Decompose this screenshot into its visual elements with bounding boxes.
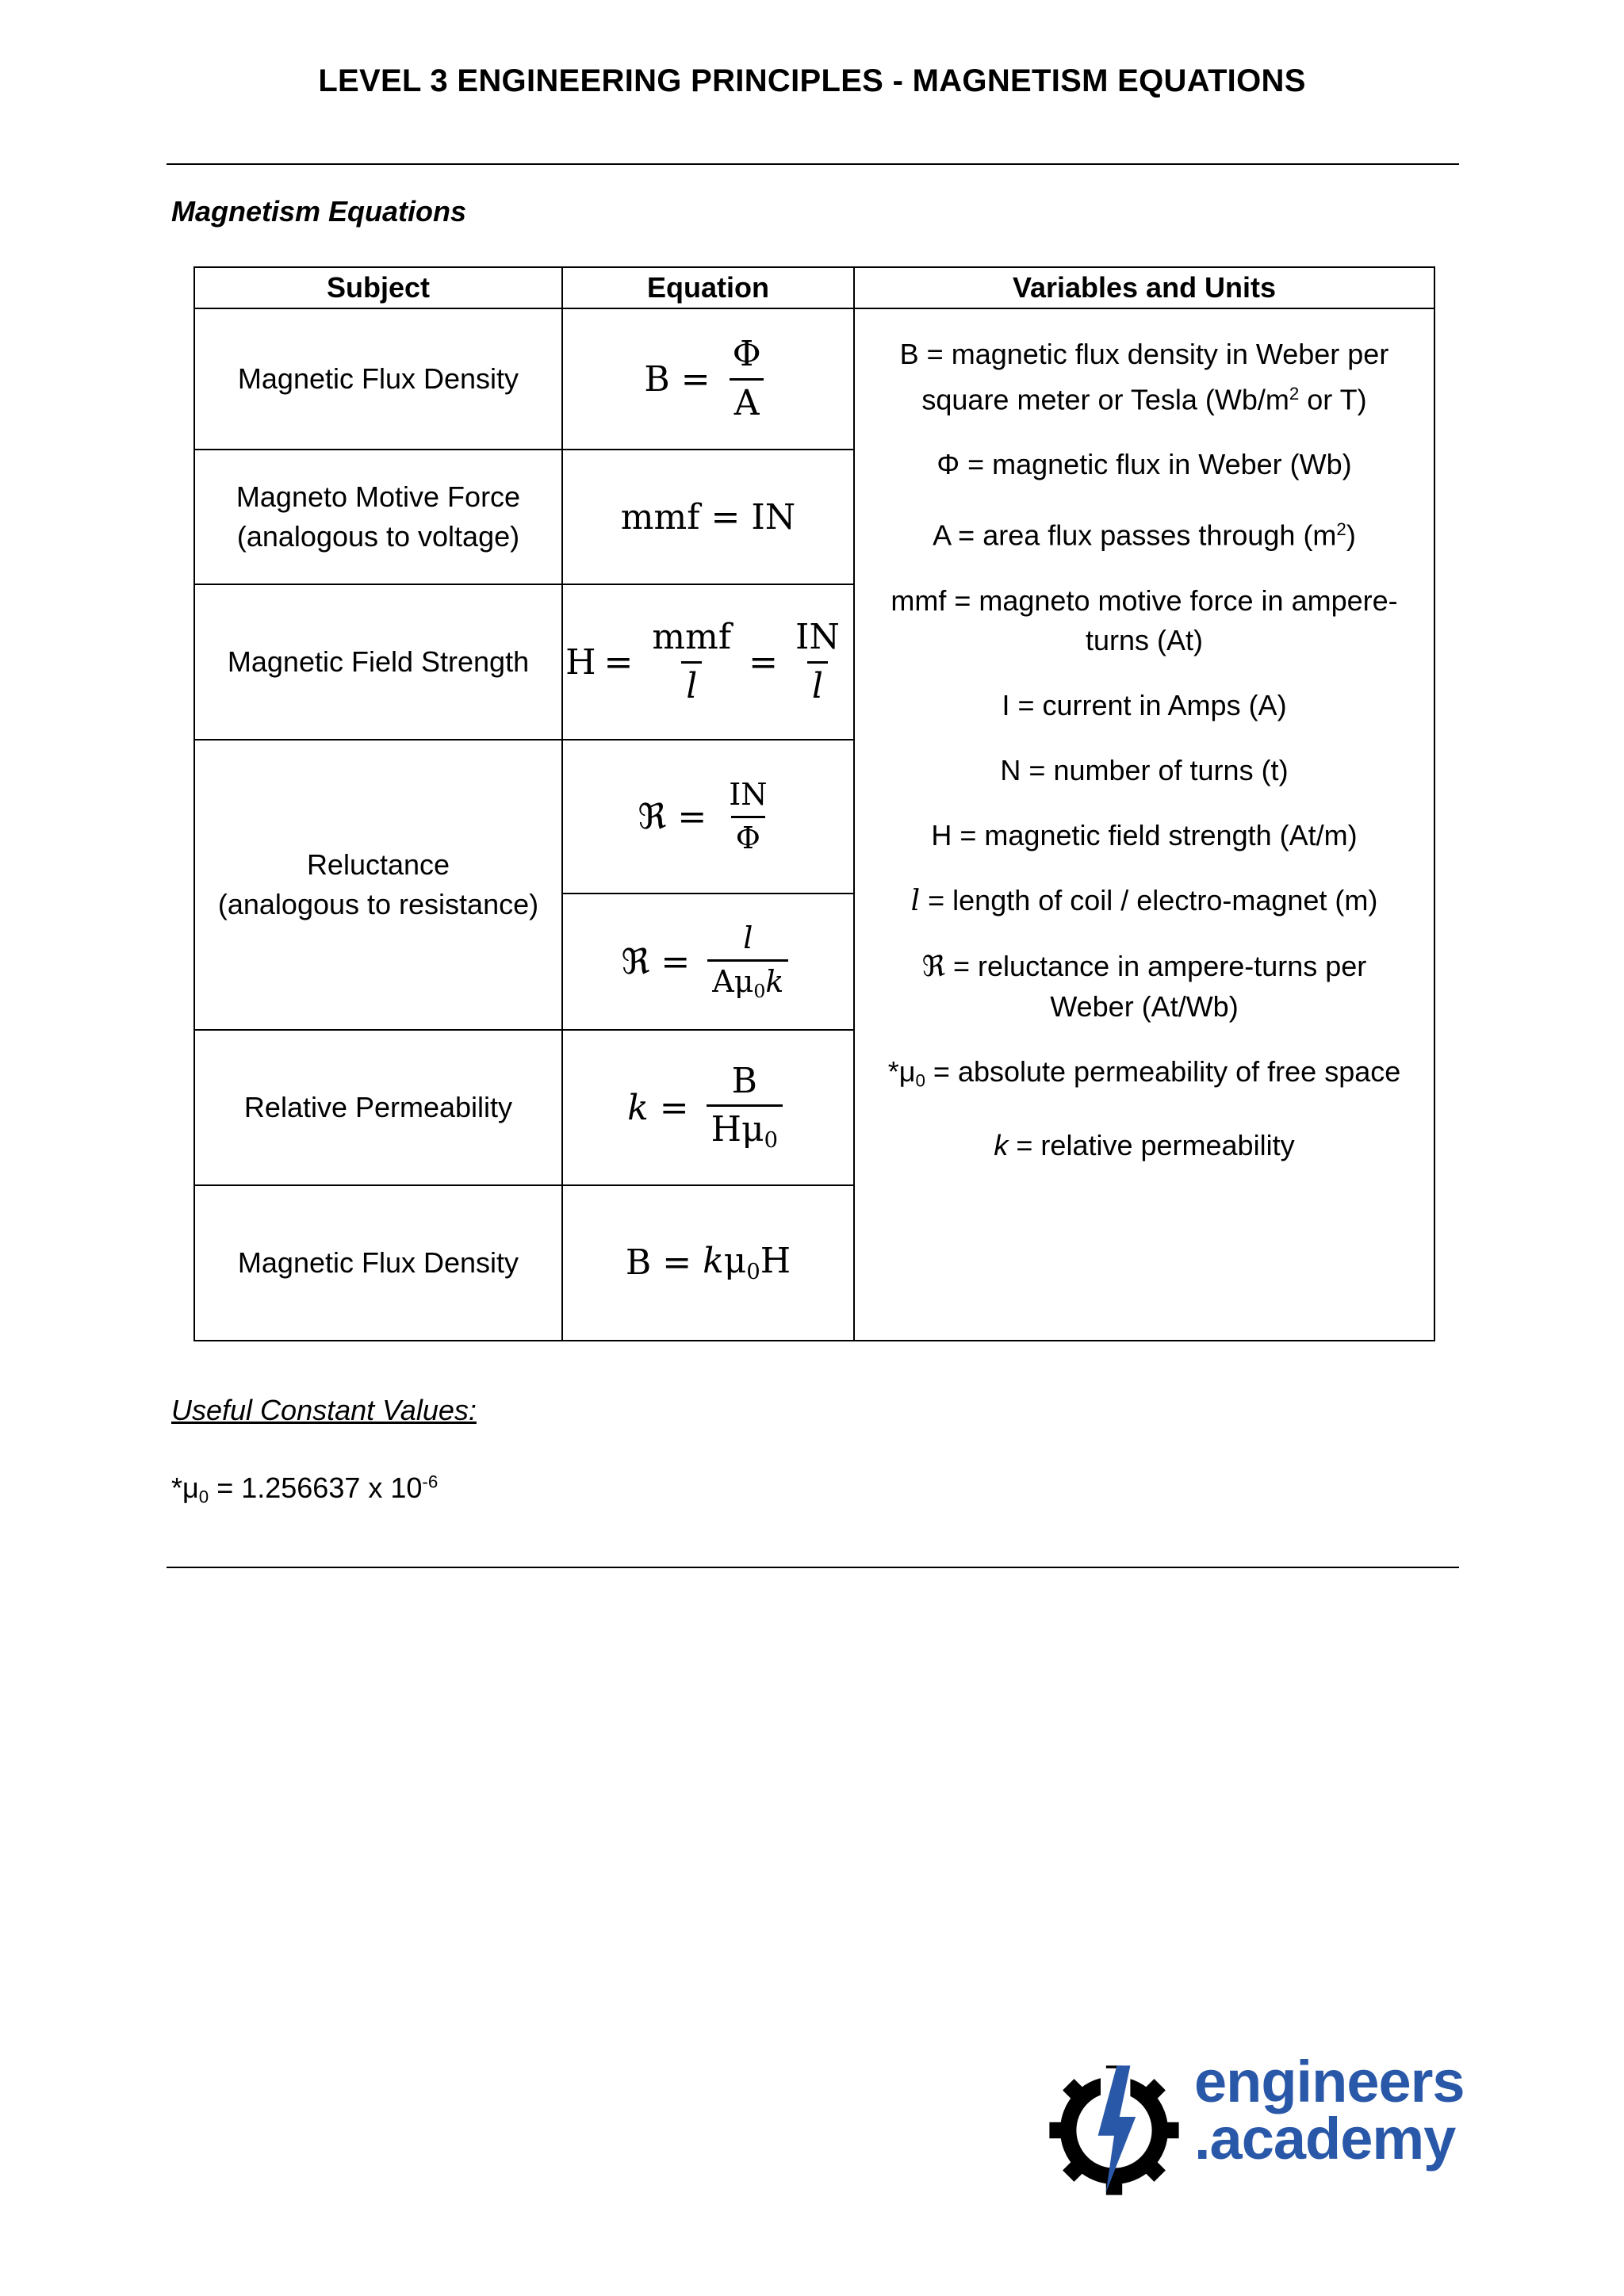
equations-table [193, 266, 1435, 1341]
equation-cell [562, 584, 854, 740]
subject-cell: Reluctance (analogous to resistance) [194, 740, 562, 1030]
subject-cell: Relative Permeability [194, 1030, 562, 1185]
gear-lightning-icon [1047, 2063, 1182, 2198]
table-header-row [194, 267, 1434, 308]
var-b: B = magnetic flux density in Weber per square meter or Tesla ($Wb/m^2$ or T) [899, 338, 1389, 416]
equation-cell [562, 1185, 854, 1341]
equation-reluctance-flux: ℜ = $\frac{IN}{\Phi}$ [638, 776, 768, 855]
var-k: k = relative permeability [994, 1129, 1295, 1162]
var-reluctance: ℜ = reluctance in ampere-turns per Weber (At/Wb) [921, 949, 1367, 1023]
equation-flux-density: B = $\frac{\Phi}{A}$ [644, 336, 772, 421]
logo-text: engineers .academy [1194, 2049, 1465, 2172]
var-h: H = magnetic field strength (At/m) [931, 818, 1358, 851]
equation-cell [562, 450, 854, 584]
subject-cell: Magnetic Flux Density [194, 1185, 562, 1341]
equation-cell [562, 740, 854, 894]
equation-cell [562, 1030, 854, 1185]
top-divider [167, 163, 1459, 165]
equation-flux-density-permeability: B = $k\mu_0H$ [625, 1241, 791, 1285]
equation-mmf: mmf = IN [620, 496, 796, 538]
var-phi: Φ = magnetic flux in Weber (Wb) [936, 448, 1352, 481]
equation-reluctance-length: ℜ = $\frac{l}{A\mu_0k}$ [622, 923, 795, 1001]
subject-cell: Magnetic Field Strength [194, 584, 562, 740]
engineers-academy-logo [1047, 2049, 1465, 2204]
bottom-divider [167, 1567, 1459, 1568]
var-i: I = current in Amps (A) [1002, 688, 1287, 721]
header-variables: Variables and Units [854, 267, 1434, 308]
header-equation: Equation [562, 267, 854, 308]
equation-relative-permeability: k = $\frac{B}{H\mu_0}$ [627, 1063, 789, 1153]
constant-mu0: $*\mu_0 = 1.256637$ x $10^{-6}$ [171, 1471, 439, 1507]
header-subject: Subject [194, 267, 562, 308]
var-n: N = number of turns (t) [1000, 753, 1289, 786]
var-a: A = area flux passes through $(m^2)$ [933, 519, 1356, 552]
variables-cell [854, 308, 1434, 1341]
equation-cell [562, 308, 854, 450]
equation-cell [562, 894, 854, 1030]
page-title: LEVEL 3 ENGINEERING PRINCIPLES - MAGNETISM EQUATIONS [318, 63, 1306, 98]
var-l: l = length of coil / electro-magnet (m) [910, 883, 1378, 917]
constants-title: Useful Constant Values: [171, 1394, 477, 1426]
section-title: Magnetism Equations [171, 195, 467, 228]
var-mmf: mmf = magneto motive force in ampere- turns (At) [891, 584, 1398, 656]
var-mu0: $*\mu_0$ = absolute permeability of free space [887, 1054, 1401, 1091]
table-row [194, 308, 1434, 450]
subject-cell: Magneto Motive Force (analogous to voltage) [194, 450, 562, 584]
subject-cell: Magnetic Flux Density [194, 308, 562, 450]
equation-field-strength: H = $\frac{\text{mmf}}{l}$ = $\frac{IN}{l}$ [565, 617, 840, 706]
